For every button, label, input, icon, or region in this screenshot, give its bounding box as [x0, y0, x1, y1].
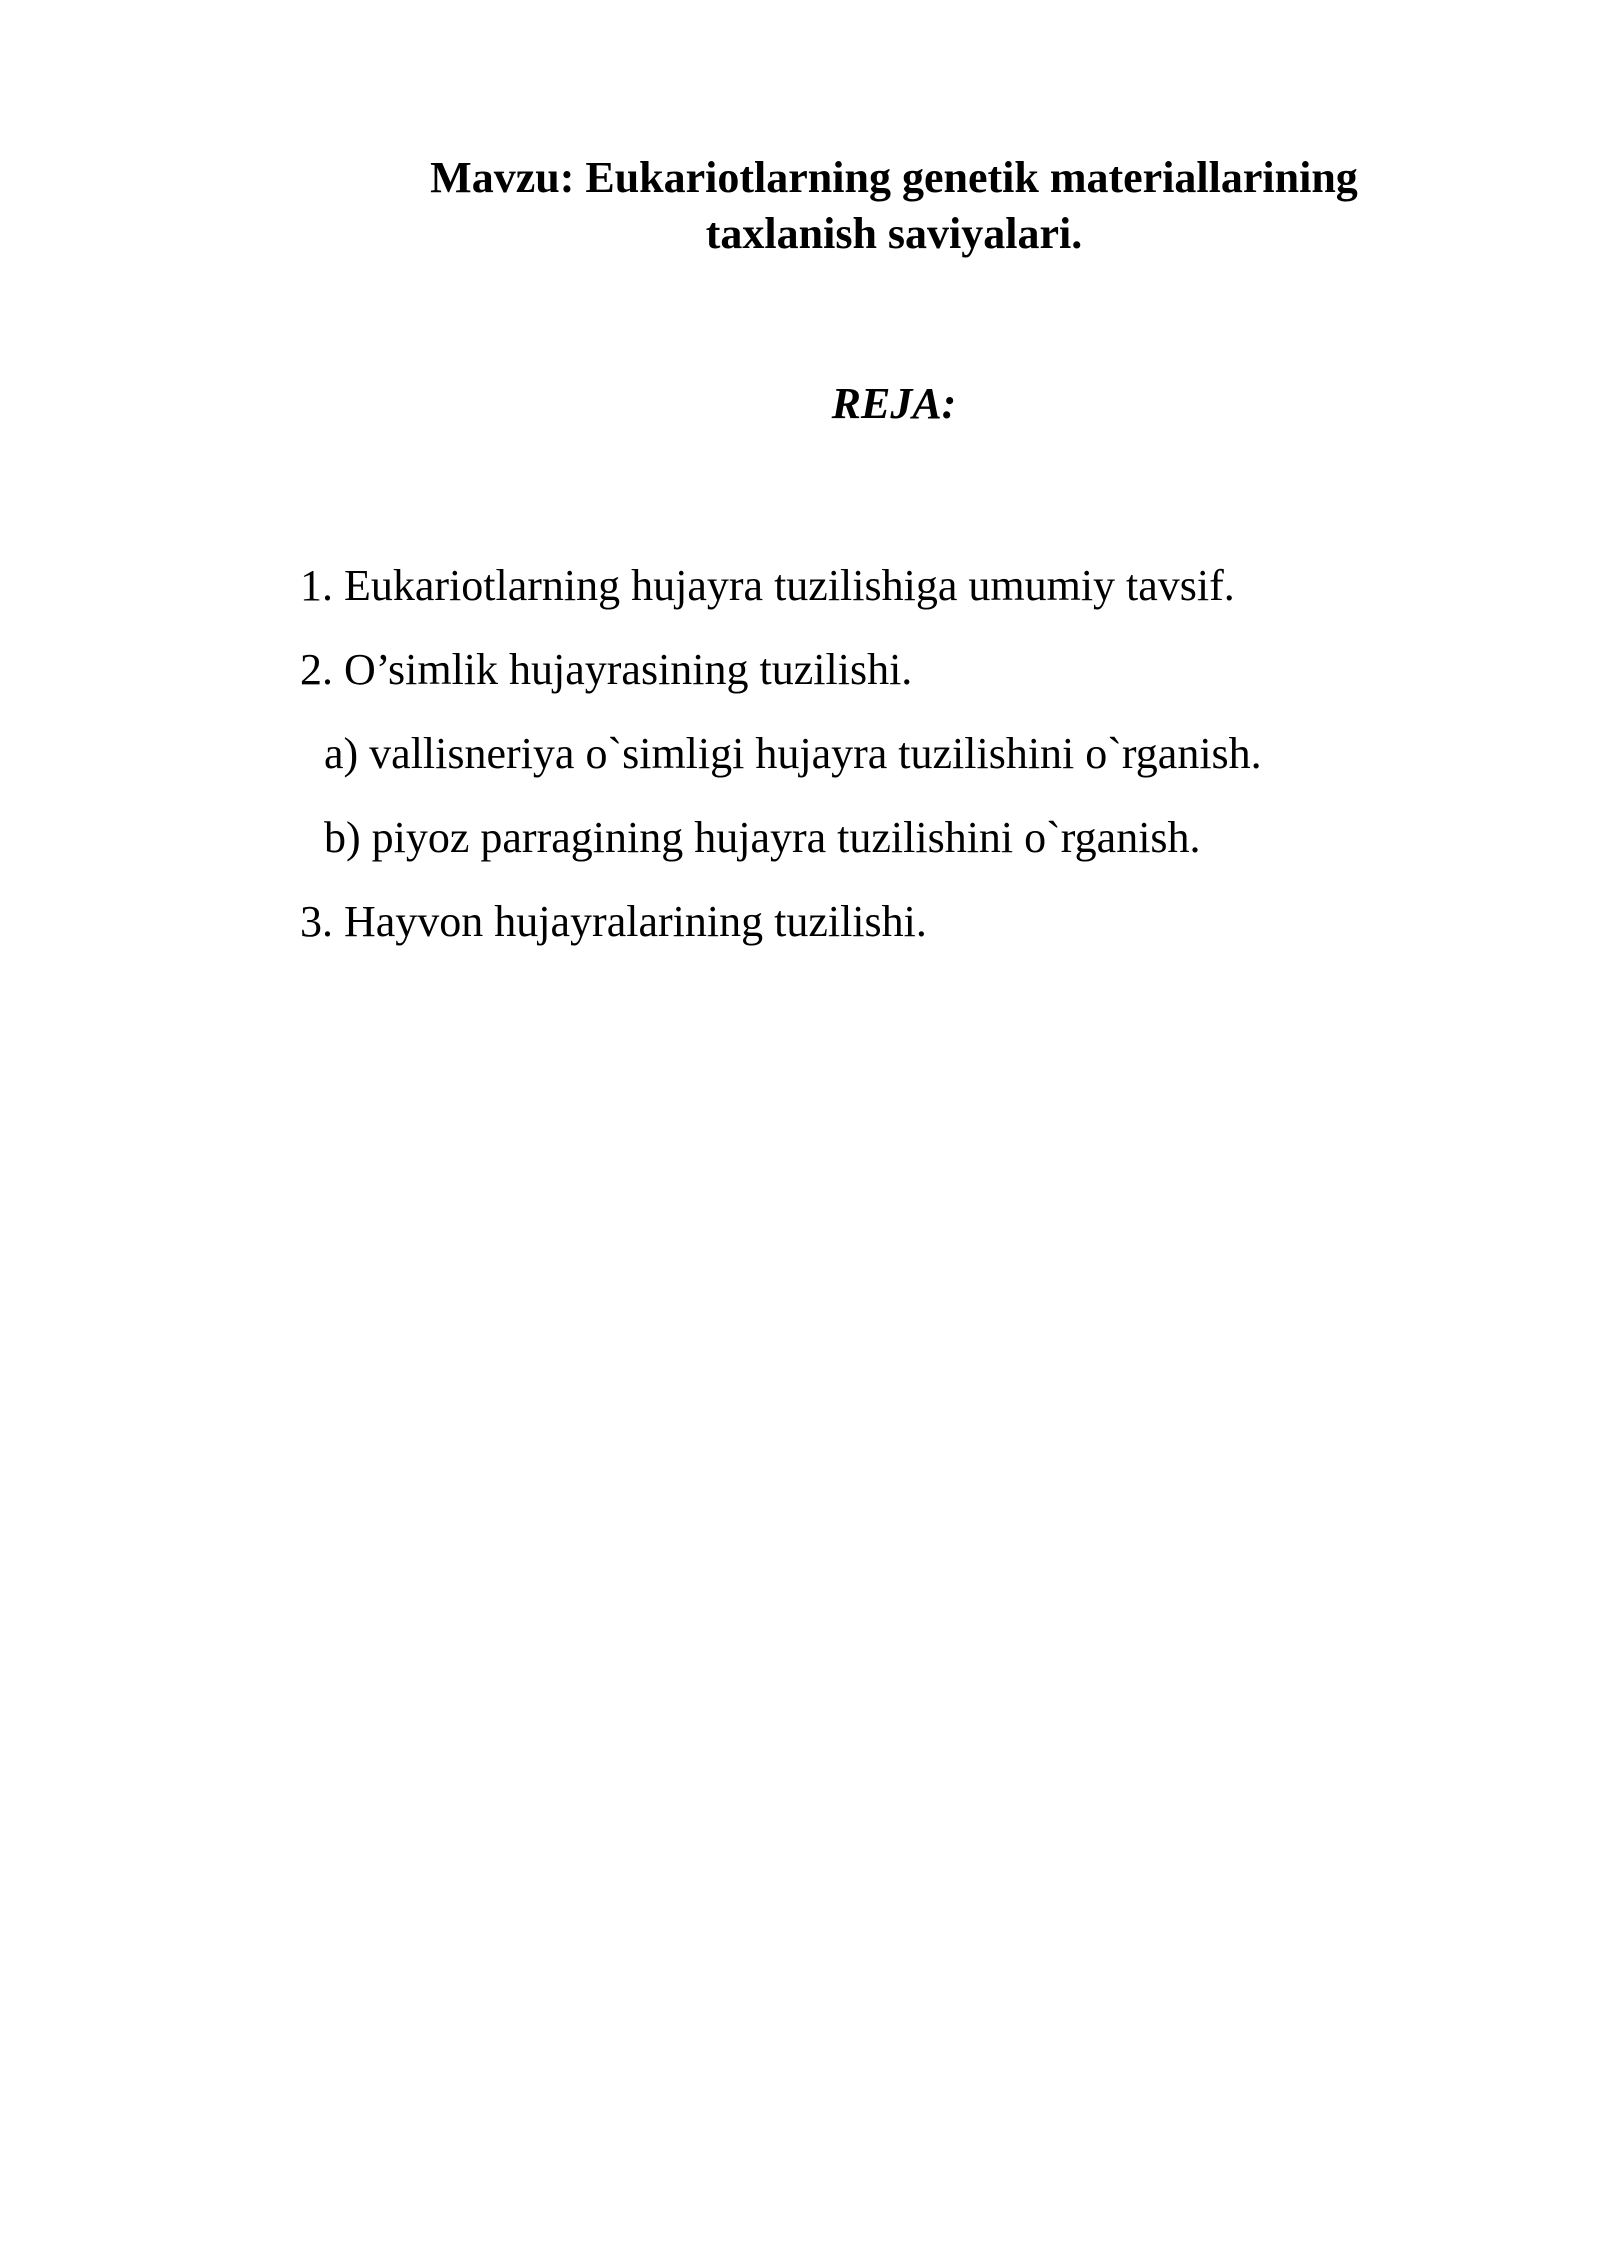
plan-item-1: 1. Eukariotlarning hujayra tuzilishiga umumiy tavsif. — [300, 561, 1235, 610]
plan-heading: REJA: — [831, 379, 957, 428]
plan-item-3: 3. Hayvon hujayralarining tuzilishi. — [300, 897, 927, 946]
plan-item-2: 2. O’simlik hujayrasining tuzilishi. — [300, 645, 913, 694]
document-title — [300, 150, 1488, 262]
plan-list — [300, 544, 1262, 964]
title-line-1: Mavzu: Eukariotlarning genetik materiallarining — [430, 153, 1358, 202]
plan-subitem-b: b) piyoz parragining hujayra tuzilishini o`rganish. — [324, 813, 1201, 862]
plan-subitem-a: a) vallisneriya o`simligi hujayra tuzilishini o`rganish. — [324, 729, 1262, 778]
title-line-2: taxlanish saviyalari. — [705, 209, 1083, 258]
